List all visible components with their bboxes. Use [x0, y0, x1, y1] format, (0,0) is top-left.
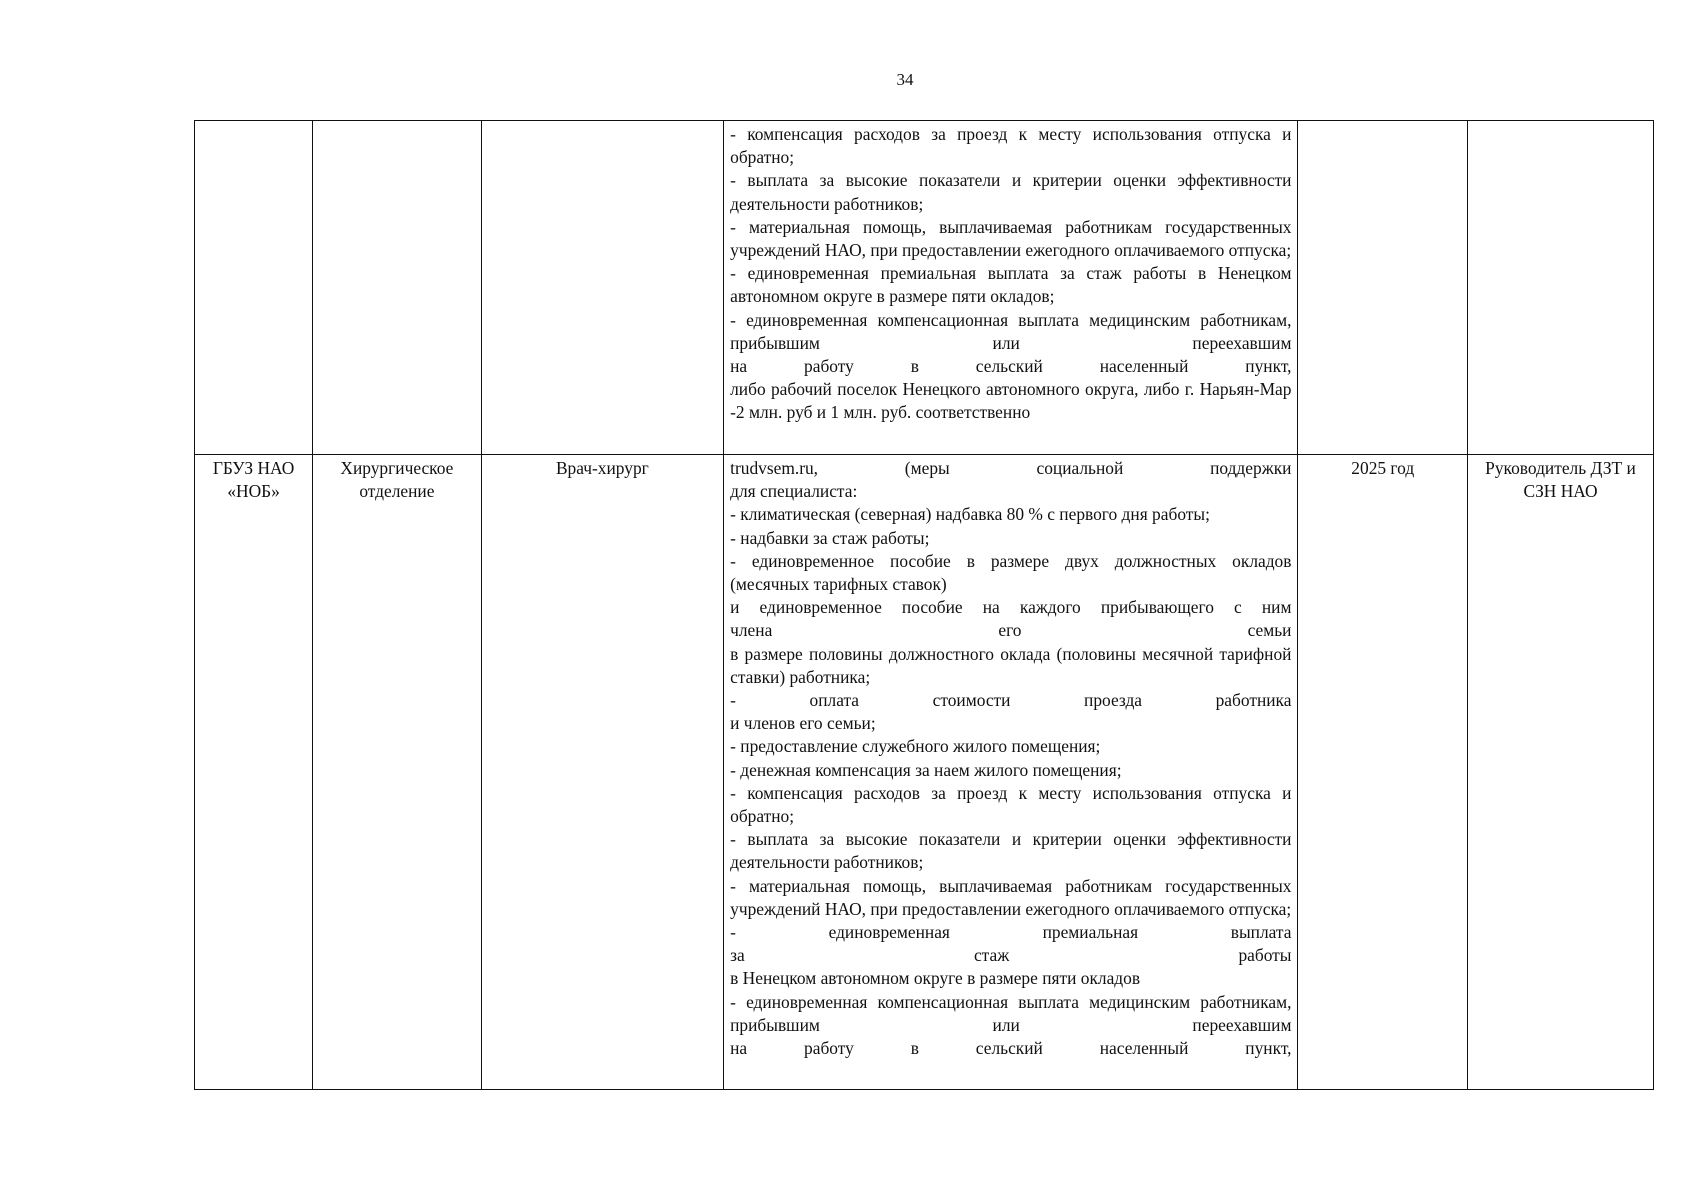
table-row: [195, 121, 1654, 455]
measure-line: на работу в сельский населенный пункт,: [730, 356, 1292, 377]
measure-line: trudvsem.ru, (меры социальной поддержки: [730, 458, 1292, 478]
measure-line: - климатическая (северная) надбавка 80 % с первого дня работы;: [730, 504, 1210, 525]
responsible-cell: Руководитель ДЗТ и СЗН НАО: [1468, 455, 1654, 1090]
position-cell: [481, 121, 723, 455]
measure-line: - единовременное пособие в размере двух должностных окладов (месячных тарифных ставок): [730, 550, 1292, 595]
measure-line: - выплата за высокие показатели и критерии оценки эффективности деятельности работников;: [730, 170, 1292, 214]
measure-line: - единовременная премиальная выплата: [730, 922, 1292, 943]
measure-line: - компенсация расходов за проезд к месту использования отпуска и обратно;: [730, 124, 1292, 168]
position-cell: Врач-хирург: [481, 455, 723, 1090]
measure-line: либо рабочий поселок Ненецкого автономного округа, либо г. Нарьян-Мар -2 млн. руб и 1 млн. руб. соответственно: [730, 379, 1292, 423]
measure-line: - единовременная компенсационная выплата медицинским работникам, прибывшим или переехавшим: [730, 309, 1292, 353]
year-cell: [1298, 121, 1468, 455]
measure-line: - компенсация расходов за проезд к месту использования отпуска и обратно;: [730, 782, 1292, 827]
department-cell: Хирургическое отделение: [313, 455, 482, 1090]
organization-cell: ГБУЗ НАО «НОБ»: [195, 455, 313, 1090]
measure-line: - предоставление служебного жилого помещения;: [730, 736, 1101, 757]
measure-line: - выплата за высокие показатели и критерии оценки эффективности деятельности работников;: [730, 829, 1292, 873]
measure-line: - материальная помощь, выплачиваемая работникам государственных учреждений НАО, при предоставлении ежегодного оплачиваемого отпуска;: [730, 875, 1292, 919]
measure-line: - оплата стоимости проезда работника: [730, 690, 1292, 711]
measure-line: в размере половины должностного оклада (половины месячной тарифной ставки) работника;: [730, 643, 1292, 687]
page-number: 34: [896, 70, 914, 89]
table-row: [195, 455, 1654, 1090]
measures-cell: [724, 455, 1298, 1090]
responsible-cell: [1468, 121, 1654, 455]
measure-line: - надбавки за стаж работы;: [730, 527, 930, 548]
organization-cell: [195, 121, 313, 455]
measure-line: - единовременная премиальная выплата за стаж работы в Ненецком автономном округе в размере пяти окладов;: [730, 263, 1292, 307]
measure-line: - материальная помощь, выплачиваемая работникам государственных учреждений НАО, при предоставлении ежегодного оплачиваемого отпуска;: [730, 216, 1292, 261]
measure-line: - единовременная компенсационная выплата медицинским работникам, прибывшим или переехавшим: [730, 991, 1292, 1035]
measure-line: - денежная компенсация за наем жилого помещения;: [730, 759, 1122, 780]
measure-line: и единовременное пособие на каждого прибывающего с ним: [730, 597, 1292, 618]
measure-line: и членов его семьи;: [730, 713, 876, 734]
year-cell: 2025 год: [1298, 455, 1468, 1090]
measures-cell: [724, 121, 1298, 455]
measure-line: на работу в сельский населенный пункт,: [730, 1038, 1292, 1059]
department-cell: [313, 121, 482, 455]
measure-line: для специалиста:: [730, 481, 858, 502]
measures-table: [194, 120, 1654, 1090]
measure-line: в Ненецком автономном округе в размере пяти окладов: [730, 968, 1141, 989]
measure-line: за стаж работы: [730, 945, 1292, 966]
measure-line: члена его семьи: [730, 620, 1292, 641]
